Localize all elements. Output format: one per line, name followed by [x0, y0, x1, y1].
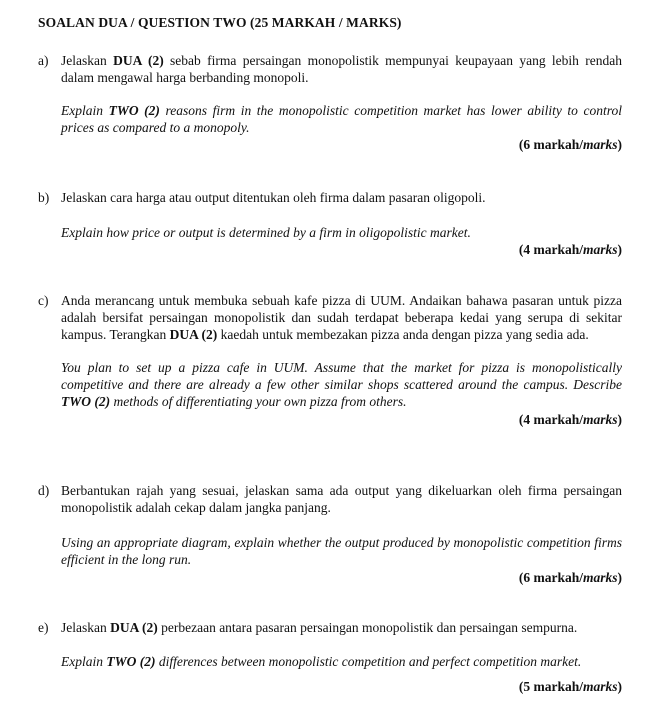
- text-segment: Anda merancang untuk membuka sebuah kafe pizza di UUM. Andaikan bahawa pasaran untuk pizza adalah bersifat persaingan monopolistik dan sudah terdapat beberapa kedai yang serupa di sekitar kampus. Terangkan: [61, 293, 622, 342]
- marks-label: [61, 241, 622, 258]
- marks-word: marks: [582, 242, 618, 257]
- marks-label: [61, 411, 622, 428]
- section-heading: SOALAN DUA / QUESTION TWO (25 MARKAH / MARKS): [38, 15, 402, 30]
- question-english-text: [61, 102, 622, 136]
- marks-label: [61, 678, 622, 695]
- question-body: [61, 619, 622, 695]
- text-segment: methods of differentiating your own pizza from others.: [110, 394, 407, 409]
- marks-close: ): [617, 570, 622, 585]
- question-malay-text: [61, 292, 622, 343]
- question-malay-text: Jelaskan cara harga atau output ditentukan oleh firma dalam pasaran oligopoli.: [61, 190, 486, 205]
- text-segment: Jelaskan: [61, 620, 111, 635]
- text-segment: reasons firm in the monopolistic competition market has lower ability to control prices as compared to a monopoly.: [61, 103, 623, 135]
- marks-label: [61, 136, 622, 153]
- question-letter: a): [38, 53, 49, 68]
- question-malay-text: Berbantukan rajah yang sesuai, jelaskan sama ada output yang dikeluarkan oleh firma persaingan monopolistik adalah cekap dalam jangka panjang.: [61, 483, 622, 515]
- marks-word: marks: [582, 679, 618, 694]
- text-segment: Explain: [61, 654, 107, 669]
- marks-close: ): [617, 679, 622, 694]
- marks-number: (4 markah/: [518, 242, 583, 257]
- text-segment-bold: TWO (2): [61, 394, 111, 409]
- question-english-text: Using an appropriate diagram, explain whether the output produced by monopolistic competition firms efficient in the long run.: [61, 535, 622, 567]
- question-letter: e): [38, 620, 49, 635]
- marks-number: (4 markah/: [518, 412, 583, 427]
- marks-word: marks: [582, 412, 618, 427]
- marks-close: ): [617, 137, 622, 152]
- marks-number: (6 markah/: [518, 137, 583, 152]
- text-segment-bold: DUA (2): [113, 53, 164, 68]
- question-body: [61, 52, 622, 153]
- text-segment-bold: DUA (2): [110, 620, 158, 635]
- text-segment-bold: TWO (2): [106, 654, 156, 669]
- text-segment: kaedah untuk membezakan pizza anda dengan pizza yang sedia ada.: [217, 327, 589, 342]
- question-body: [61, 292, 622, 428]
- question-english-text: [61, 359, 622, 410]
- question-letter: c): [38, 293, 49, 308]
- question-letter: b): [38, 190, 50, 205]
- question-body: [61, 482, 622, 586]
- text-segment: You plan to set up a pizza cafe in UUM. Assume that the market for pizza is monopolistically competitive and there are already a few other similar shops scattered around the campus. Describe: [61, 360, 622, 392]
- text-segment-bold: TWO (2): [108, 103, 160, 118]
- text-segment: sebab firma persaingan monopolistik mempunyai keupayaan yang lebih rendah dalam mengawal harga berbanding monopoli.: [61, 53, 623, 85]
- question-body: [61, 189, 622, 258]
- text-segment: perbezaan antara pasaran persaingan monopolistik dan persaingan sempurna.: [157, 620, 578, 635]
- marks-word: marks: [582, 570, 618, 585]
- question-letter: d): [38, 483, 50, 498]
- question-english-text: [61, 653, 622, 670]
- text-segment: Jelaskan: [61, 53, 114, 68]
- marks-word: marks: [582, 137, 618, 152]
- text-segment-bold: DUA (2): [169, 327, 218, 342]
- marks-close: ): [617, 412, 622, 427]
- marks-number: (5 markah/: [518, 679, 583, 694]
- text-segment: differences between monopolistic competition and perfect competition market.: [155, 654, 582, 669]
- text-segment: Explain: [61, 103, 109, 118]
- question-malay-text: [61, 52, 622, 86]
- marks-close: ): [617, 242, 622, 257]
- marks-label: [61, 569, 622, 586]
- marks-number: (6 markah/: [518, 570, 583, 585]
- question-english-text: Explain how price or output is determined by a firm in oligopolistic market.: [61, 225, 471, 240]
- question-malay-text: [61, 619, 622, 636]
